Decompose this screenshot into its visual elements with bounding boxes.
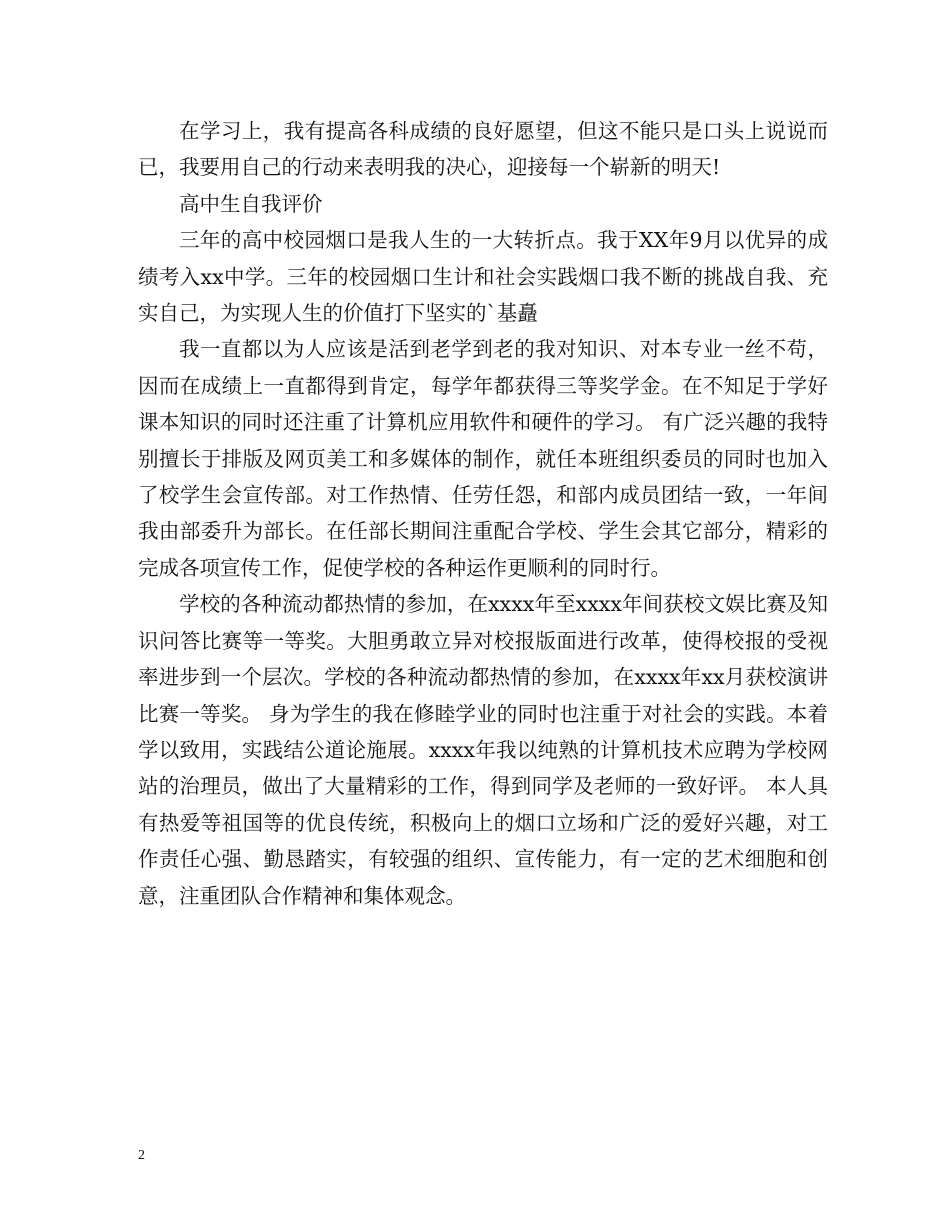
paragraph-study-achievements: 我一直都以为人应该是活到老学到老的我对知识、对本专业一丝不苟，因而在成绩上一直都得到肯定，每学年都获得三等奖学金。在不知足于学好课本知识的同时还注重了计算机应用软件和硬件的学习。 有广泛兴趣的我特别擅长于排版及网页美工和多媒体的制作，就任本班组织委员的同时也加入了校学生会宣传部。对工作热情、任劳任怨，和部内成员团结一致，一年间我由部委升为部长。在任部长期间注重配合学校、学生会其它部分，精彩的完成各项宣传工作，促使学校的各种运作更顺利的同时行。 bbox=[138, 337, 828, 580]
paragraph-activities-and-practice: 学校的各种流动都热情的参加，在xxxx年至xxxx年间获校文娱比赛及知识问答比赛等一等奖。大胆勇敢立异对校报版面进行改革，使得校报的受视率进步到一个层次。学校的各种流动都热情的参加，在xxxx年xx月获校演讲比赛一等奖。 身为学生的我在修睦学业的同时也注重于对社会的实践。本着学以致用，实践结公道论施展。xxxx年我以纯熟的计算机技术应聘为学校网站的治理员，做出了大量精彩的工作，得到同学及老师的一致好评。 本人具有热爱等祖国等的优良传统，积极向上的烟口立场和广泛的爱好兴趣，对工作责任心强、勤恳踏实，有较强的组织、宣传能力，有一定的艺术细胞和创意，注重团队合作精神和集体观念。 bbox=[138, 592, 828, 908]
page-number: 2 bbox=[138, 1148, 145, 1163]
paragraph-high-school-intro: 三年的高中校园烟口是我人生的一大转折点。我于XX年9月以优异的成绩考入xx中学。三年的校园烟口生计和社会实践烟口我不断的挑战自我、充实自己，为实现人生的价值打下坚实的`基矗 bbox=[138, 228, 828, 326]
document-body bbox=[138, 113, 828, 914]
section-heading-self-evaluation: 高中生自我评价 bbox=[179, 191, 323, 216]
paragraph-study-wish: 在学习上，我有提高各科成绩的良好愿望，但这不能只是口头上说说而已，我要用自己的行动来表明我的决心，迎接每一个崭新的明天! bbox=[138, 119, 828, 180]
